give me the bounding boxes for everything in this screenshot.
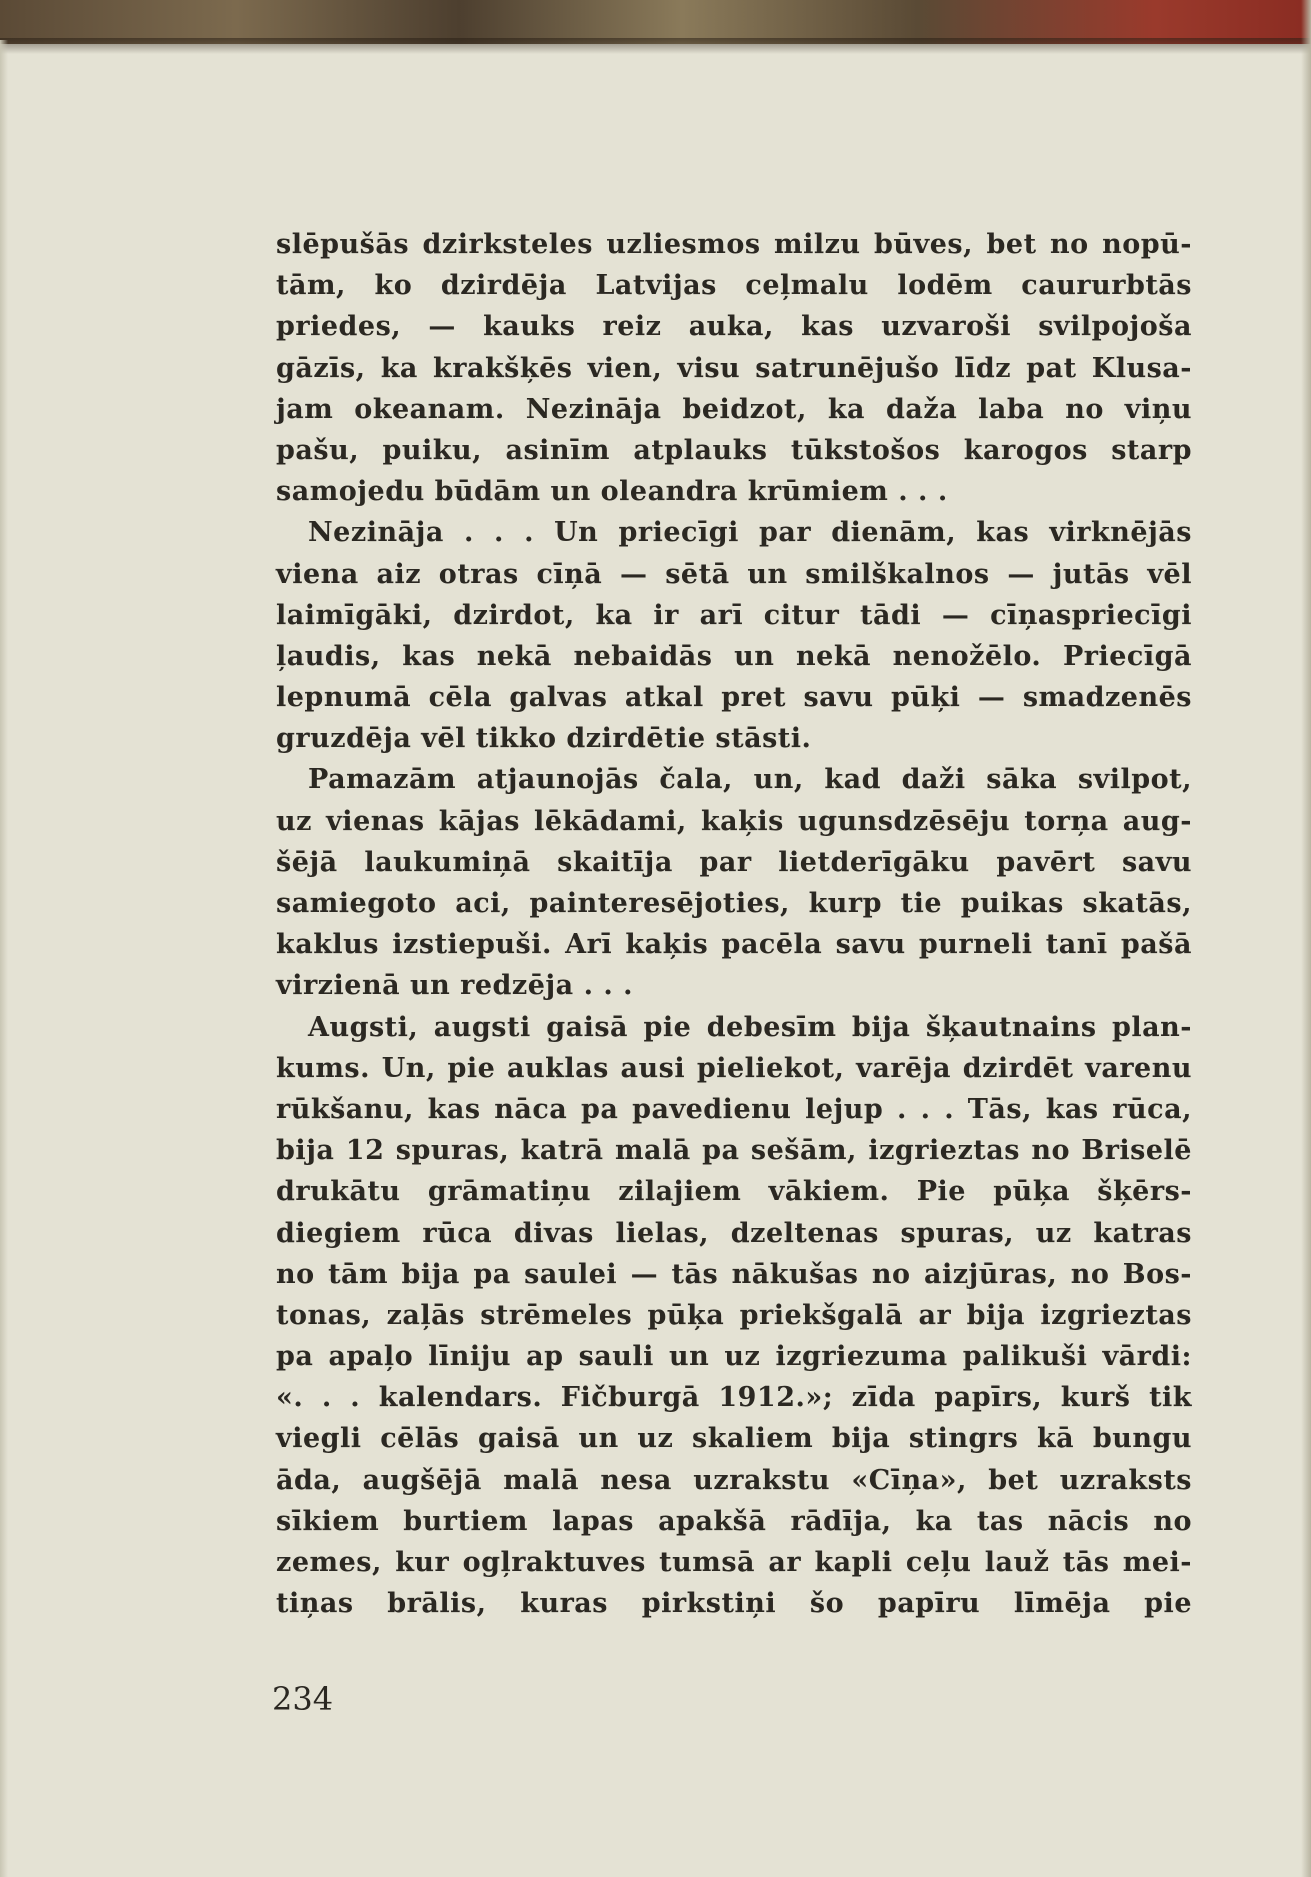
- text-line: tiņas brālis, kuras pirkstiņi šo papīru līmēja pie: [276, 1588, 1192, 1620]
- text-line: priedes, — kauks reiz auka, kas uzvaroši svilpojoša: [276, 311, 1192, 343]
- text-line: bija 12 spuras, katrā malā pa sešām, izgrieztas no Briselē: [276, 1135, 1192, 1167]
- text-line: gruzdēja vēl tikko dzirdētie stāsti.: [276, 723, 812, 755]
- page-right-edge: [1301, 0, 1311, 1877]
- text-line: Nezināja . . . Un priecīgi par dienām, kas virknējās: [308, 517, 1192, 549]
- text-line: Augsti, augsti gaisā pie debesīm bija šķautnains plan-: [308, 1011, 1192, 1043]
- text-line: lepnumā cēla galvas atkal pret savu pūķi — smadzenēs: [276, 682, 1192, 714]
- text-line: drukātu grāmatiņu zilajiem vākiem. Pie pūķa šķērs-: [276, 1176, 1192, 1208]
- text-line: «. . . kalendars. Fičburgā 1912.»; zīda papīrs, kurš tik: [276, 1382, 1192, 1414]
- text-line: sīkiem burtiem lapas apakšā rādīja, ka tas nācis no: [276, 1505, 1192, 1537]
- text-line: viena aiz otras cīņā — sētā un smilškalnos — jutās vēl: [276, 558, 1192, 590]
- text-line: samiegoto aci, painteresējoties, kurp tie puikas skatās,: [276, 888, 1192, 919]
- text-line: rūkšanu, kas nāca pa pavedienu lejup . . . Tās, kas rūca,: [276, 1093, 1192, 1125]
- text-line: diegiem rūca divas lielas, dzeltenas spuras, uz katras: [276, 1217, 1192, 1249]
- text-line: jam okeanam. Nezināja beidzot, ka daža laba no viņu: [276, 393, 1192, 425]
- page-left-edge: [0, 40, 8, 1877]
- text-line: Pamazām atjaunojās čala, un, kad daži sāka svilpot,: [308, 764, 1192, 796]
- body-text: [276, 224, 1192, 1624]
- binding-shadow: [0, 38, 1311, 54]
- text-line: slēpušās dzirksteles uzliesmos milzu būves, bet no nopū-: [276, 229, 1192, 260]
- text-line: pašu, puiku, asinīm atplauks tūkstošos karogos starp: [276, 434, 1192, 466]
- text-line: no tām bija pa saulei — tās nākušas no aizjūras, no Bos-: [276, 1258, 1192, 1290]
- text-line: laimīgāki, dzirdot, ka ir arī citur tādi — cīņaspriecīgi: [276, 599, 1192, 631]
- page-number: 234: [272, 1680, 334, 1718]
- text-line: samojedu būdām un oleandra krūmiem . . .: [276, 476, 948, 508]
- text-line: viegli cēlās gaisā un uz skaliem bija stingrs kā bungu: [276, 1423, 1192, 1455]
- text-line: kaklus izstiepuši. Arī kaķis pacēla savu purneli tanī pašā: [276, 929, 1192, 961]
- text-line: tonas, zaļās strēmeles pūķa priekšgalā ar bija izgrieztas: [276, 1299, 1192, 1331]
- text-line: pa apaļo līniju ap sauli un uz izgriezuma palikuši vārdi:: [276, 1341, 1192, 1373]
- text-line: ļaudis, kas nekā nebaidās un nekā nenožēlo. Priecīgā: [276, 640, 1192, 672]
- text-line: uz vienas kājas lēkādami, kaķis ugunsdzēsēju torņa aug-: [276, 805, 1192, 837]
- text-line: āda, augšējā malā nesa uzrakstu «Cīņa», bet uzraksts: [276, 1464, 1192, 1496]
- text-line: virzienā un redzēja . . .: [276, 970, 634, 1002]
- text-line: šējā laukumiņā skaitīja par lietderīgāku pavērt savu: [276, 846, 1192, 878]
- text-line: tām, ko dzirdēja Latvijas ceļmalu lodēm caururbtās: [276, 270, 1192, 302]
- text-line: zemes, kur ogļraktuves tumsā ar kapli ceļu lauž tās mei-: [276, 1547, 1192, 1578]
- text-line: gāzīs, ka krakšķēs vien, visu satrunējušo līdz pat Klusa-: [276, 352, 1192, 384]
- text-line: kums. Un, pie auklas ausi pieliekot, varēja dzirdēt varenu: [276, 1052, 1192, 1084]
